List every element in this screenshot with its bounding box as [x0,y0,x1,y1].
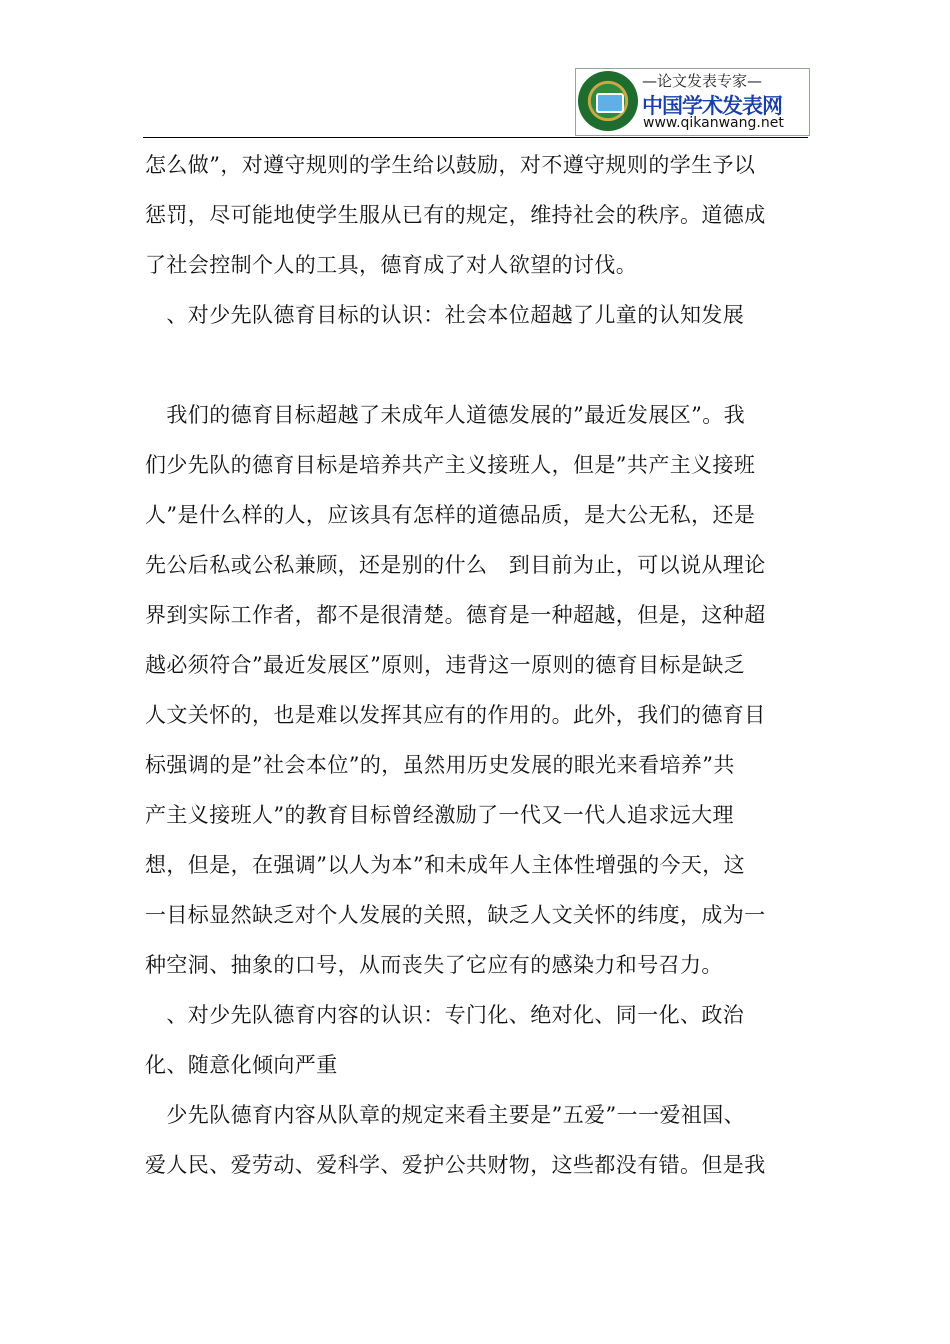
logo-tagline: —论文发表专家— [642,72,763,90]
text-line: 越必须符合”最近发展区”原则，违背这一原则的德育目标是缺乏 [145,653,746,677]
text-line: 标强调的是”社会本位”的，虽然用历史发展的眼光来看培养”共 [145,753,735,777]
logo-title: 中国学术发表网 [642,94,782,118]
text-line: 先公后私或公私兼顾，还是别的什么 到目前为止，可以说从理论 [145,553,766,577]
section-heading: 、对少先队德育目标的认识：社会本位超越了儿童的认知发展 [145,303,745,327]
book-icon [596,93,624,113]
text-line: 一目标显然缺乏对个人发展的关照，缺乏人文关怀的纬度，成为一 [145,903,766,927]
text-line: 惩罚，尽可能地使学生服从已有的规定，维持社会的秩序。道德成 [145,203,766,227]
header-divider [143,137,808,138]
text-line: 产主义接班人”的教育目标曾经激励了一代又一代人追求远大理 [145,803,734,827]
text-line: 怎么做”，对遵守规则的学生给以鼓励，对不遵守规则的学生予以 [145,153,756,177]
seal-logo-icon [578,71,638,131]
text-line: 少先队德育内容从队章的规定来看主要是”五爱”一一爱祖国、 [145,1103,746,1127]
text-line: 人文关怀的，也是难以发挥其应有的作用的。此外，我们的德育目 [145,703,766,727]
text-line: 了社会控制个人的工具，德育成了对人欲望的讨伐。 [145,253,638,277]
section-heading: 、对少先队德育内容的认识：专门化、绝对化、同一化、政治 [145,1003,745,1027]
logo-url: www.qikanwang.net [643,115,784,131]
text-line: 想，但是，在强调”以人为本”和未成年人主体性增强的今天，这 [145,853,746,877]
text-line: 人”是什么样的人，应该具有怎样的道德品质，是大公无私，还是 [145,503,756,527]
text-line: 们少先队的德育目标是培养共产主义接班人，但是”共产主义接班 [145,453,756,477]
header-logo [575,68,810,136]
text-line: 种空洞、抽象的口号，从而丧失了它应有的感染力和号召力。 [145,953,723,977]
text-line: 我们的德育目标超越了未成年人道德发展的”最近发展区”。我 [145,403,746,427]
text-line: 爱人民、爱劳动、爱科学、爱护公共财物，这些都没有错。但是我 [145,1153,766,1177]
text-line: 界到实际工作者，都不是很清楚。德育是一种超越，但是，这种超 [145,603,766,627]
section-heading-continued: 化、随意化倾向严重 [145,1053,338,1077]
